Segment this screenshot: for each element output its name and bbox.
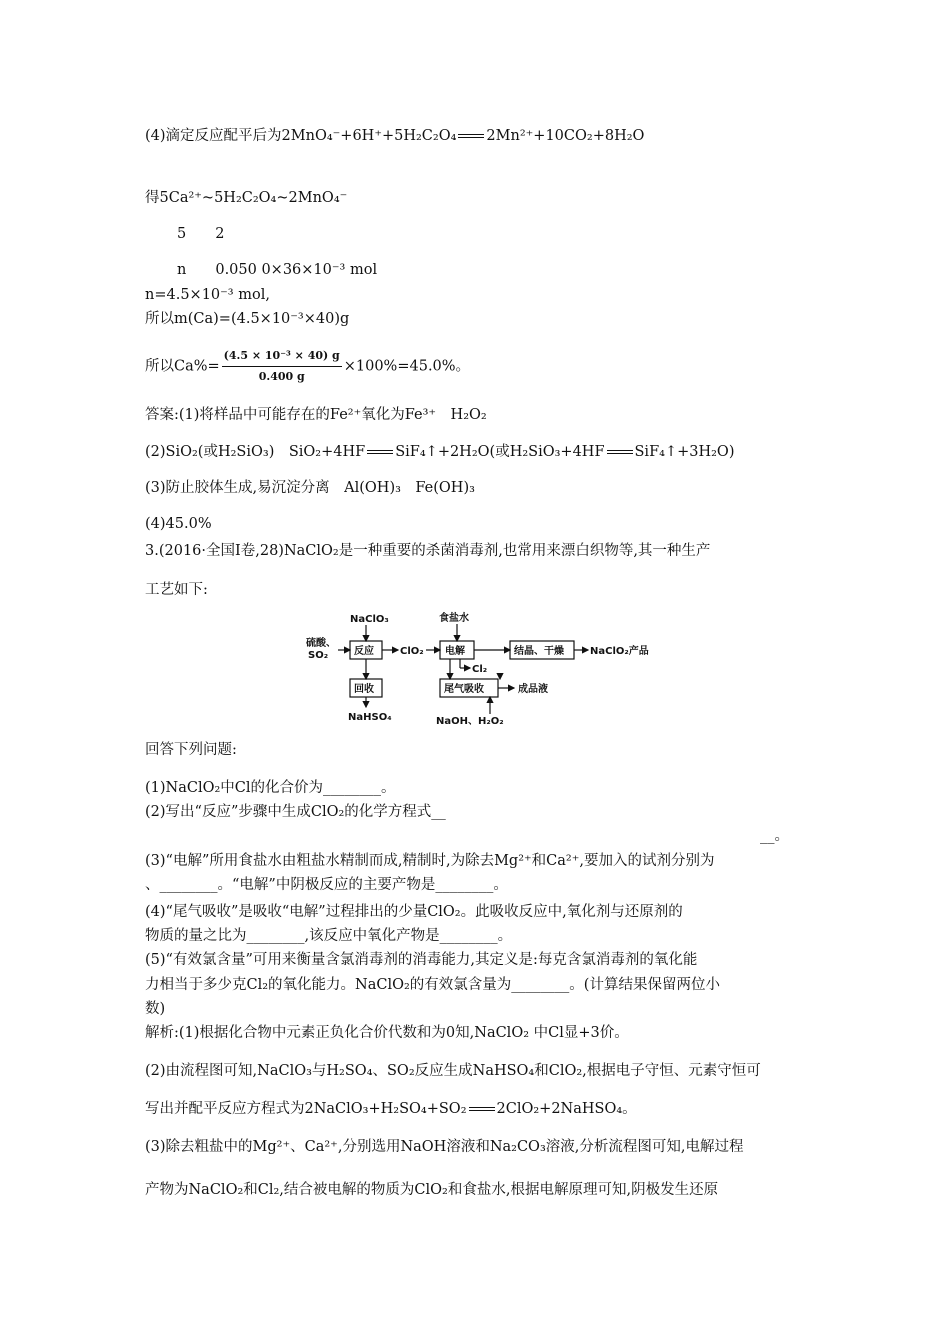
cl2-label: Cl₂ bbox=[472, 664, 488, 675]
equals-double-line bbox=[607, 450, 633, 454]
equals-double-line bbox=[458, 134, 484, 138]
answer-4: (4)45.0% bbox=[145, 516, 212, 532]
line-relation: 得5Ca²⁺~5H₂C₂O₄~2MnO₄⁻ bbox=[145, 190, 348, 206]
sub-question-1: (1)NaClO₂中Cl的化合价为________。 bbox=[145, 780, 396, 796]
sub-question-5b: 力相当于多少克Cl₂的氧化能力。NaClO₂的有效氯含量为________。(计算结果保留两位小 bbox=[145, 977, 720, 993]
analysis-3b: 产物为NaClO₂和Cl₂,结合被电解的物质为ClO₂和食盐水,根据电解原理可知,阴极发生还原 bbox=[145, 1182, 719, 1198]
nahso4-label: NaHSO₄ bbox=[348, 712, 392, 723]
tail-label: 尾气吸收 bbox=[444, 684, 484, 695]
analysis-1: 解析:(1)根据化合物中元素正负化合价代数和为0知,NaClO₂ 中Cl显+3价。 bbox=[145, 1025, 629, 1041]
react-label: 反应 bbox=[354, 646, 374, 657]
question-3-intro: 3.(2016·全国Ⅰ卷,28)NaClO₂是一种重要的杀菌消毒剂,也常用来漂白织物等,其一种生产 bbox=[145, 543, 711, 559]
sub-question-3: (3)“电解”所用食盐水由粗盐水精制而成,精制时,为除去Mg²⁺和Ca²⁺,要加入的试剂分别为 bbox=[145, 853, 715, 869]
equals-double-line bbox=[367, 450, 393, 454]
fraction: $\frac{\text{(4.5 × 10⁻³ × 40) g}}{0.400 g}$ bbox=[222, 346, 342, 387]
analysis-2: (2)由流程图可知,NaClO₃与H₂SO₄、SO₂反应生成NaHSO₄和ClO₂,根据电子守恒、元素守恒可 bbox=[145, 1063, 761, 1079]
answer-3: (3)防止胶体生成,易沉淀分离 Al(OH)₃ Fe(OH)₃ bbox=[145, 480, 475, 496]
sub-question-3b: 、________。“电解”中阴极反应的主要产物是________。 bbox=[145, 877, 508, 893]
in-acid: 硫酸、 bbox=[306, 638, 336, 649]
process-flowchart bbox=[300, 610, 660, 728]
line-amount: n 0.050 0×36×10⁻³ mol bbox=[177, 262, 378, 278]
electro-label: 电解 bbox=[445, 646, 465, 657]
reagents-label: NaOH、H₂O₂ bbox=[436, 716, 504, 727]
naclo3: NaClO₃ bbox=[350, 614, 389, 625]
equals-double-line bbox=[469, 1107, 495, 1111]
question-3-intro-2: 工艺如下: bbox=[145, 582, 208, 598]
product-label: NaClO₂产品 bbox=[590, 646, 649, 657]
answer-1: 答案:(1)将样品中可能存在的Fe²⁺氧化为Fe³⁺ H₂O₂ bbox=[145, 407, 487, 423]
in-so2: SO₂ bbox=[308, 650, 329, 661]
line-ca-percent: 所以Ca%= $\frac{\text{(4.5 × 10⁻³ × 40) g}}{0.400 g}$ ×100%=45.0%。 bbox=[145, 346, 470, 387]
sub-question-2: (2)写出“反应”步骤中生成ClO₂的化学方程式__ bbox=[145, 804, 446, 820]
sub-question-5: (5)“有效氯含量”可用来衡量含氯消毒剂的消毒能力,其定义是:每克含氯消毒剂的氧化能 bbox=[145, 952, 698, 968]
sub-question-4: (4)“尾气吸收”是吸收“电解”过程排出的少量ClO₂。此吸收反应中,氧化剂与还原剂的 bbox=[145, 904, 683, 920]
line-n-value: n=4.5×10⁻³ mol, bbox=[145, 287, 270, 303]
finished-label: 成品液 bbox=[518, 684, 548, 695]
analysis-3: (3)除去粗盐中的Mg²⁺、Ca²⁺,分别选用NaOH溶液和Na₂CO₃溶液,分析流程图可知,电解过程 bbox=[145, 1139, 744, 1155]
line-titration-equation: (4)滴定反应配平后为2MnO₄⁻+6H⁺+5H₂C₂O₄ 2Mn²⁺+10CO₂+8H₂O bbox=[145, 128, 645, 144]
sub-question-5c: 数) bbox=[145, 1001, 166, 1017]
brine-label: 食盐水 bbox=[439, 613, 469, 624]
line-ratio: 5 2 bbox=[177, 226, 225, 242]
answer-2: (2)SiO₂(或H₂SiO₃) SiO₂+4HF SiF₄↑+2H₂O(或H₂SiO₃+4HF SiF₄↑+3H₂O) bbox=[145, 444, 735, 460]
crystal-label: 结晶、干燥 bbox=[514, 646, 564, 657]
line-mass-ca: 所以m(Ca)=(4.5×10⁻³×40)g bbox=[145, 311, 350, 327]
analysis-2b: 写出并配平反应方程式为2NaClO₃+H₂SO₄+SO₂ 2ClO₂+2NaHSO₄。 bbox=[145, 1101, 637, 1117]
sub-question-2-end: __。 bbox=[760, 828, 789, 844]
recover-label: 回收 bbox=[354, 684, 374, 695]
answer-prompt: 回答下列问题: bbox=[145, 742, 237, 758]
clo2-label: ClO₂ bbox=[400, 646, 424, 657]
sub-question-4b: 物质的量之比为________,该反应中氧化产物是________。 bbox=[145, 928, 513, 944]
